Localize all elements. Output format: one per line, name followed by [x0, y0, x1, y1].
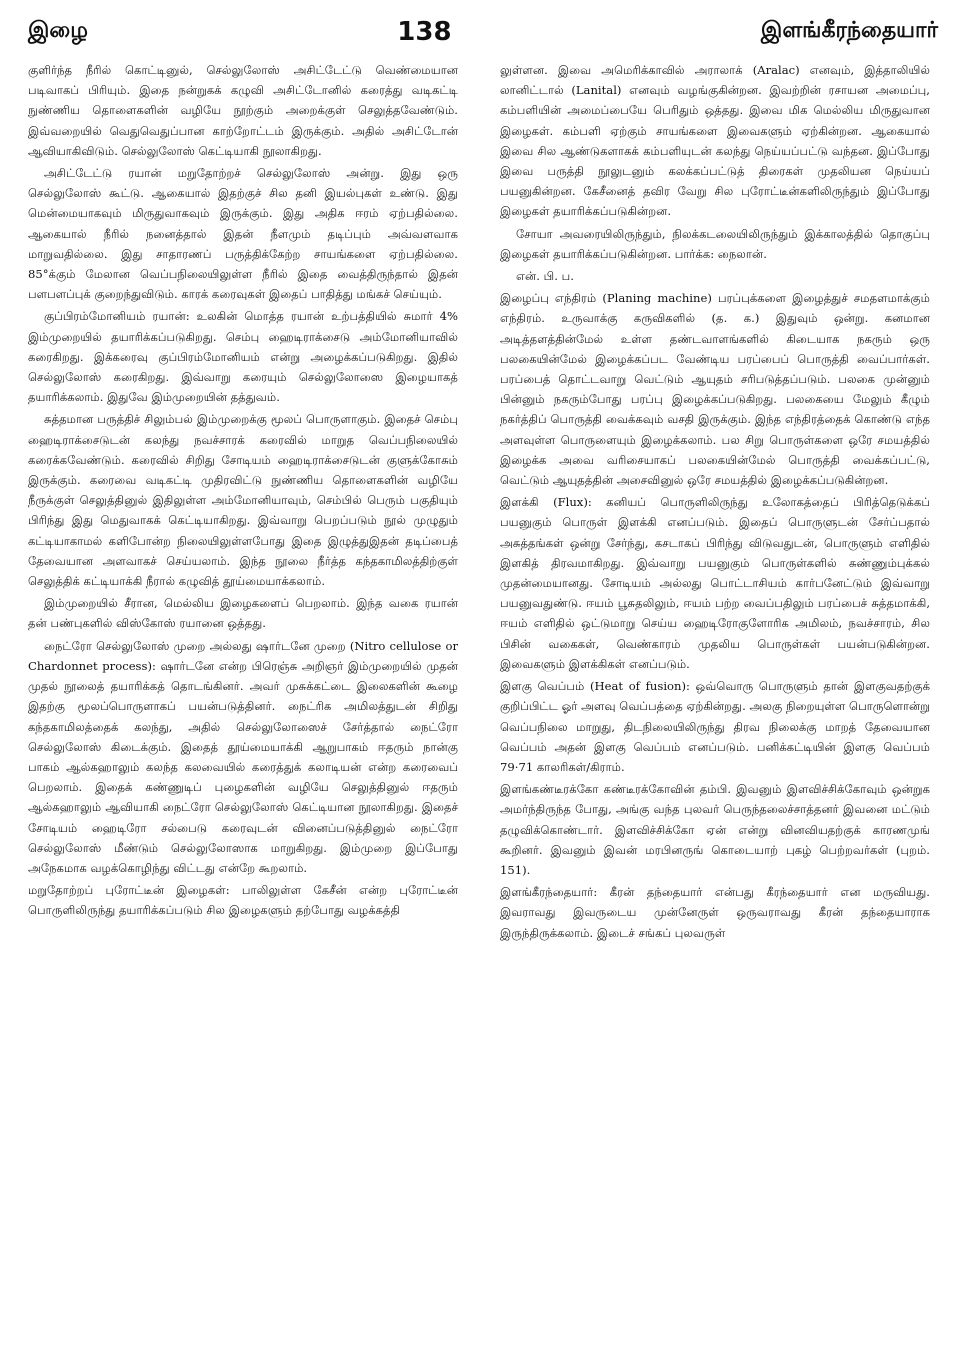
- author-signature: என். பி. ப.: [516, 269, 574, 284]
- entry-paragraph: இளங்கண்டீரக்கோ கண்டீரக்கோவின் தம்பி. இவனும் இளவிச்சிக்கோவும் ஒன்றுக அமர்ந்திருந்த போது, அங்கு வந்த புலவர் பெருந்தலைச்சாத்தனர் இவனை மட்டும் தழுவிக்கொண்டார். இளவிச்சிக்கோ ஏன் என்று வினவியதற்குக் காரணமுங் கூறினர். இவனும் இவன் மரபினருங் கொடையாற் புகழ் பெற்றவர்கள் (புறம். 151).: [500, 782, 930, 877]
- paragraph: சுத்தமான பருத்திச் சிலும்பல் இம்முறைக்கு மூலப் பொருளாகும். இதைச் செம்பு ஹைடிராக்சைடுடன் கலந்து நவச்சாரக் கரைவில் மாறுத வெப்பநிலையில் கரைக்கவேண்டும். கரைவில் சிறிது சோடியம் ஹைடிராக்சைடுடன் குளுக்கோசும் இருக்கும். கரைவை வடிகட்டி முதிரவிட்டு நுண்ணிய தொளைகளின் வழியே நீருக்குள் செலுத்தினுல் இதிலுள்ள அம்மோனியாவும், செம்பில் பெரும் பகுதியும் பிரிந்து இது மெதுவாகக் கெட்டியாகிறது. இவ்வாறு பெறப்படும் நூல் முழுதும் கட்டியாகாமல் களிபோன்ற நிலையிலுள்ளபோது இதை இழுத்துஇதன் தடிப்பைத் தேவையான அளவாகச் செய்யலாம். இந்த நூலை நீர்த்த கந்தகாமிலத்திற்குள் செலுத்திக் கட்டியாக்கி நீரால் கழுவித் தூய்மையாக்கலாம்.: [28, 412, 458, 589]
- paragraph: குளிர்ந்த நீரில் கொட்டினுல், செல்லுலோஸ் அசிட்டேட்டு வெண்மையான படிவாகப் பிரியும். இதை நன்றுகக் கழுவி அசிட்டோனில் கரைத்து வடிகட்டி நுண்ணிய தொளைகளின் வழியே நூற்கும் அறைக்குள் செலுத்தவேண்டும். இவ்வறையில் வெதுவெதுப்பான காற்றோட்டம் இருக்கும். அதில் அசிட்டோன் ஆவியாகிவிடும். செல்லுலோஸ் கெட்டியாகி நூலாகிறது.: [28, 63, 458, 158]
- entry-paragraph: இளகு வெப்பம் (Heat of fusion): ஒவ்வொரு பொருளும் தான் இளகுவதற்குக் குறிப்பிட்ட ஓர் அளவு வெப்பத்தை ஏற்கின்றது. அலகு நிறையுள்ள பொருளொன்று வெப்பநிலை மாறுது, திடநிலையிலிருந்து திரவ நிலைக்கு மாறத் தேவையான வெப்பம் அதன் இளகு வெப்பம் எனப்படும். பனிக்கட்டியின் இளகு வெப்பம் 79·71 காலரிகள்/கிராம்.: [500, 679, 930, 774]
- page-number: 138: [397, 17, 452, 47]
- paragraph: சோயா அவரையிலிருந்தும், நிலக்கடலையிலிருந்தும் இக்காலத்தில் தொகுப்பு இழைகள் தயாரிக்கப்படுகின்றன. பார்க்க: நைலான்.: [500, 226, 930, 261]
- paragraph: குப்பிரம்மோனியம் ரயான்: உலகின் மொத்த ரயான் உற்பத்தியில் சுமார் 4% இம்முறையில் தயாரிக்கப்படுகிறது. செம்பு ஹைடிராக்சைடு அம்மோனியாவில் கரைகிறது. இக்கரைவு குப்பிரம்மோனியம் என்று அழைக்கப்படுகிறது. இதில் செல்லுலோஸ் கரைகிறது. இவ்வாறு கரையும் செல்லுலோஸை இழையாகத் தயாரிக்கலாம். இதுவே இம்முறையின் தத்துவம்.: [28, 309, 458, 405]
- entry-paragraph: இளங்கீரந்தையார்: கீரன் தந்தையார் என்பது கீரந்தையார் என மருவியது. இவராவது இவருடைய முன்னேருள் ஒருவராவது கீரன் தந்தையாராக இருந்திருக்கலாம். இடைச் சங்கப் புலவருள்: [500, 885, 930, 940]
- entry-paragraph: மறுதோற்றப் புரோட்டீன் இழைகள்: பாலிலுள்ள கேசீன் என்ற புரோட்டீன் பொருளிலிருந்து தயாரிக்கப்படும் சில இழைகளும் தற்போது வழக்கத்தி: [28, 883, 458, 918]
- paragraph: லுள்ளன. இவை அமெரிக்காவில் அராலாக் (Aralac) எனவும், இத்தாலியில் லானிட்டால் (Lanital) எனவும் வழங்குகின்றன. இவற்றின் ரசாயன அமைப்பு, கம்பளியின் அமைப்பையே பெரிதும் ஒத்தது. இவை மிக மெல்லிய மிருதுவான இழைகள். கம்பளி ஏற்கும் சாயங்களை இவைகளும் ஏற்கின்றன. ஆகையால் இவை சில ஆண்டுகளாகக் கம்பளியுடன் கலந்து நெய்யப்பட்டு வந்தன. இப்போது இவை பருத்தி நூலுடனும் கலக்கப்பட்டுத் திரைகள் முதலியன நெய்யப் பயனுகின்றன. கேசீனைத் தவிர வேறு சில புரோட்டீன்களிலிருந்தும் இப்போது இழைகள் தயாரிக்கப்படுகின்றன.: [500, 63, 930, 219]
- paragraph: இம்முறையில் சீரான, மெல்லிய இழைகளைப் பெறலாம். இந்த வகை ரயான் தன் பண்புகளில் விஸ்கோஸ் ரயானை ஒத்தது.: [28, 596, 458, 631]
- left-column: [28, 60, 458, 1356]
- entry-paragraph: இழைப்பு எந்திரம் (Planing machine) பரப்புக்களை இழைத்துச் சமதளமாக்கும் எந்திரம். உருவாக்கு கருவிகளில் (த. க.) இதுவும் ஒன்று. கனமான அடித்தளத்தின்மேல் உள்ள தண்டவாளங்களில் கிடையாக நகரும் ஒரு பலகையின்மேல் இழைக்கப்பட வேண்டிய பரப்பைப் பொருத்தி வைப்பார்கள். பரப்பைத் தொட்டவாறு வெட்டும் ஆயுதம் சரிபடுத்தப்படும். பலகை முன்னும் பின்னும் நகரும்போது பரப்பு இழைக்கப்படுகிறது. பலகையை மேலும் கீழும் நகர்த்திப் பொருத்தி வைக்கவும் வசதி இருக்கும். இந்த எந்திரத்தைக் கொண்டு எந்த அளவுள்ள பொருளையும் இழைக்கலாம். பல சிறு பொருள்களை ஒரே சமயத்தில் இழைக்க அவை வரிசையாகப் பலகையின்மேல் பொருத்தி வைக்கப்பட்டு, வெட்டும் ஆயுதத்தின் அசைவினுல் ஒரே சமயத்தில் இழைக்கப்படுகின்றன.: [500, 291, 930, 488]
- paragraph: நைட்ரோ செல்லுலோஸ் முறை அல்லது ஷார்டனே முறை (Nitro cellulose or Chardonnet process): ஷார்டனே என்ற பிரெஞ்சு அறிஞர் இம்முறையில் முதன் முதல் நூலைத் தயாரிக்கத் தொடங்கினர். அவர் முசுக்கட்டை இலைகளின் கூழை இதற்கு மூலப்பொருளாகப் பயன்படுத்தினர். நைட்ரிக அமிலத்துடன் சிறிது கந்தகாமிலத்தைக் கலந்து, அதில் செல்லுலோஸைச் சேர்த்தால் நைட்ரோ செல்லுலோஸ் கிடைக்கும். இதைத் தூய்மையாக்கி ஆறுபாகம் ஈதரும் நான்கு பாகம் ஆல்கஹாலும் கலந்த கலவையில் கரைத்துக் கலாடியன் என்ற கரைவைப் பெறலாம். இதைக் கண்ணுடிப் புழைகளின் வழியே செலுத்தினுல் ஈதரும் ஆல்கஹாலும் ஆவியாகி நைட்ரோ செல்லுலோஸ் கெட்டியான நூலாகிறது. இதைச் சோடியம் ஹைடிரோ சல்பைடு கரைவுடன் வினைப்படுத்தினுல் நைட்ரோ செல்லுலோஸ் மீண்டும் செல்லுலோஸாக மாறுகிறது. இம்முறை இப்போது அநேகமாக வழக்கொழிந்து விட்டது என்றே கூறலாம்.: [28, 638, 458, 875]
- entry-paragraph: இளக்கி (Flux): கனியப் பொருளிலிருந்து உலோகத்தைப் பிரித்தெடுக்கப் பயனுகும் பொருள் இளக்கி எனப்படும். இதைப் பொருளுடன் சேர்ப்பதால் அசுத்தங்கள் ஒன்று சேர்ந்து, கசடாகப் பிரிந்து விடுவதுடன், பொருளும் எளிதில் இளகித் திரவமாகிறது. இவ்வாறு பயனுகும் பொருள்களில் சுண்ணும்புக்கல் முதன்மையானது. சோடியம் அல்லது பொட்டாசியம் கார்பனேட்டும் இவ்வாறு பயனுவதுண்டு. ஈயம் பூசுதலிலும், ஈயம் பற்ற வைப்பதிலும் பரப்பைச் சுத்தமாக்கி, ஈயம் எளிதில் ஒட்டுமாறு செய்ய ஹைடிரோகுளோரிக அமிலம், நவச்சாரம், சில பிசின் வகைகள், வெண்காரம் முதலிய பொருள்கள் பயன்படுகின்றன. இவைகளும் இளக்கிகள் எனப்படும்.: [500, 495, 930, 671]
- paragraph: அசிட்டேட்டு ரயான் மறுதோற்றச் செல்லுலோஸ் அன்று. இது ஒரு செல்லுலோஸ் கூட்டு. ஆகையால் இதற்குச் சில தனி இயல்புகள் உண்டு. இது மென்மையாகவும் மிருதுவாகவும் இருக்கும். இது அதிக ஈரம் ஏற்பதில்லை. ஆகையால் நீரில் நனைத்தால் இதன் நீளமும் தடிப்பும் அவ்வளவாக மாறுவதில்லை. இது சாதாரணப் பருத்திக்கேற்ற சாயங்களை ஏற்பதில்லை. 85°க்கும் மேலான வெப்பநிலையிலுள்ள நீரில் இதை வைத்திருந்தால் இதன் பளபளப்புக் குறைந்துவிடும். காரக் கரைவுகள் இதைப் பாதித்து மங்கச் செய்யும்.: [28, 166, 458, 302]
- running-head-left: இழை: [28, 18, 88, 43]
- page-header: [28, 14, 938, 50]
- right-column: [500, 60, 930, 1356]
- running-head-right: இளங்கீரந்தையார்: [760, 18, 938, 43]
